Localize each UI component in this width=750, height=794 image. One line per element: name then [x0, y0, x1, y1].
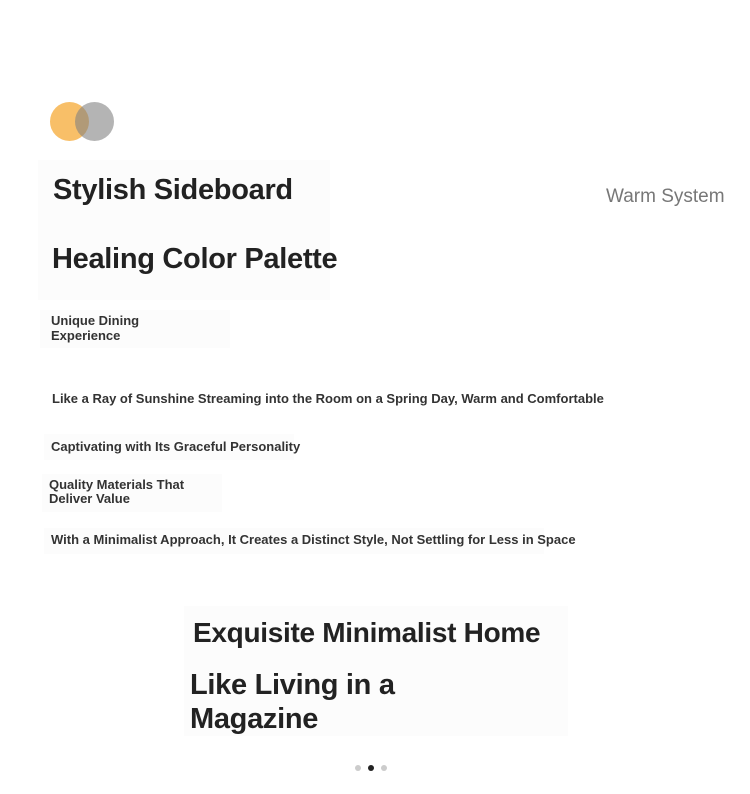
- carousel-indicator: [355, 765, 387, 771]
- feature-sunshine: Like a Ray of Sunshine Streaming into the Room on a Spring Day, Warm and Comfortable: [52, 391, 604, 406]
- carousel-dot-2[interactable]: [368, 765, 374, 771]
- carousel-dot-3[interactable]: [381, 765, 387, 771]
- feature-dining: Unique Dining Experience: [51, 313, 140, 343]
- tagline: Warm System: [606, 186, 725, 207]
- feature-personality: Captivating with Its Graceful Personality: [51, 439, 301, 454]
- hero-subheading: Like Living in a Magazine: [190, 669, 395, 735]
- feature-minimalist: With a Minimalist Approach, It Creates a Distinct Style, Not Settling for Less in Space: [51, 532, 576, 547]
- page-title: Stylish Sideboard: [53, 174, 293, 206]
- hero-heading: Exquisite Minimalist Home: [193, 617, 541, 648]
- feature-quality: Quality Materials That Deliver Value: [49, 477, 185, 506]
- carousel-dot-1[interactable]: [355, 765, 361, 771]
- brand-logo: [50, 102, 114, 141]
- page-subtitle: Healing Color Palette: [52, 243, 338, 275]
- logo-circle-gray: [75, 102, 114, 141]
